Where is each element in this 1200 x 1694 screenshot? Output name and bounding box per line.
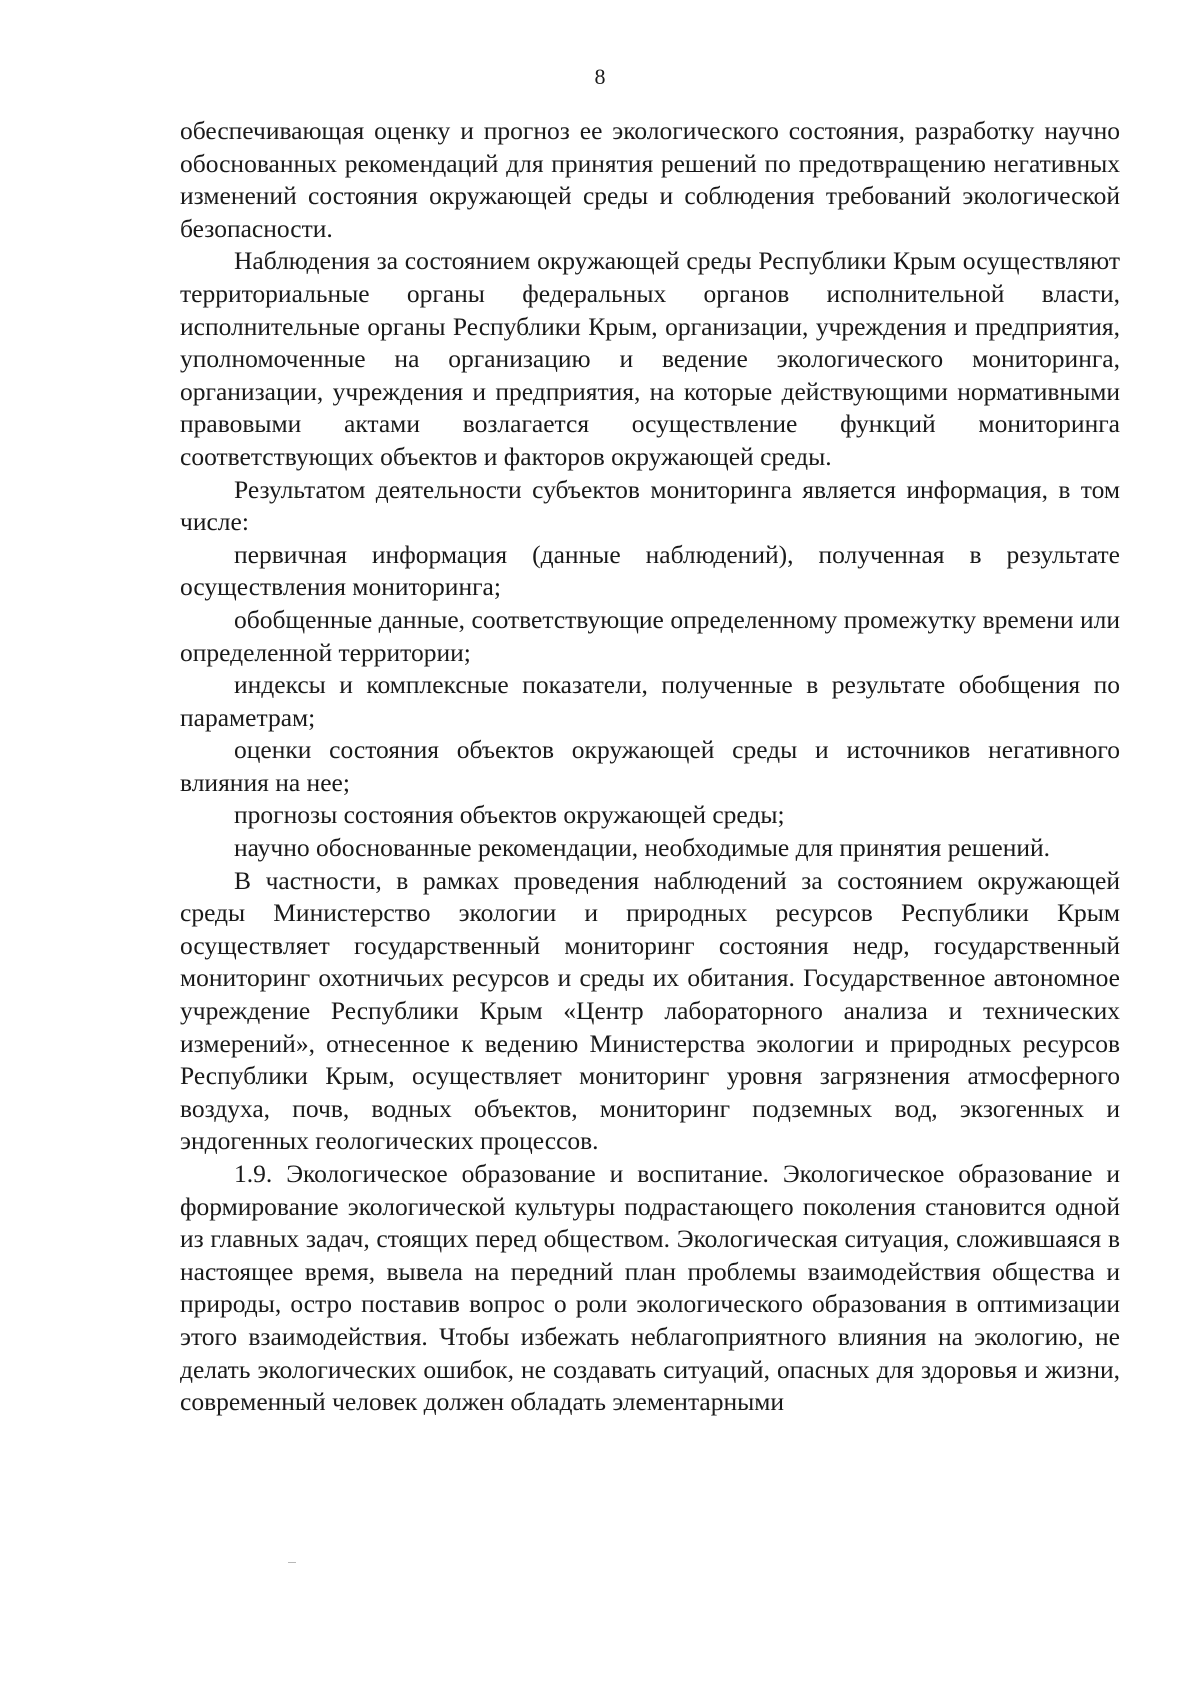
list-item-generalized-data: обобщенные данные, соответствующие определенному промежутку времени или определенной территории; [180,604,1120,667]
paragraph-ministry-monitoring: В частности, в рамках проведения наблюдений за состоянием окружающей среды Министерство экологии и природных ресурсов Республики Крым осуществляет государственный мониторинг состояния недр, государственный мониторинг охотничьих ресурсов и среды их обитания. Государственное автономное учреждение Республики Крым «Центр лабораторного анализа и технических измерений», отнесенное к ведению Министерства экологии и природных ресурсов Республики Крым, осуществляет мониторинг уровня загрязнения атмосферного воздуха, почв, водных объектов, мониторинг подземных вод, экзогенных и эндогенных геологических процессов. [180,865,1120,1156]
page-number: 8 [594,64,606,89]
document-body [180,115,1120,1419]
list-item-primary-info: первичная информация (данные наблюдений), полученная в результате осуществления мониторинга; [180,539,1120,602]
scan-artifact [288,1562,296,1563]
paragraph-observers: Наблюдения за состоянием окружающей среды Республики Крым осуществляют территориальные органы федеральных органов исполнительной власти, исполнительные органы Республики Крым, организации, учреждения и предприятия, уполномоченные на организацию и ведение экологического мониторинга, организации, учреждения и предприятия, на которые действующими нормативными правовыми актами возлагается осуществление функций мониторинга соответствующих объектов и факторов окружающей среды. [180,246,1120,471]
list-item-forecasts: прогнозы состояния объектов окружающей среды; [234,800,785,830]
list-item-assessments: оценки состояния объектов окружающей среды и источников негативного влияния на нее; [180,735,1120,797]
paragraph-results-intro: Результатом деятельности субъектов мониторинга является информация, в том числе: [180,474,1120,537]
list-item-indices: индексы и комплексные показатели, полученные в результате обобщения по параметрам; [180,670,1120,732]
paragraph-continuation: обеспечивающая оценку и прогноз ее экологического состояния, разработку научно обоснованных рекомендаций для принятия решений по предотвращению негативных изменений состояния окружающей среды и соблюдения требований экологической безопасности. [180,116,1120,243]
list-item-recommendations: научно обоснованные рекомендации, необходимые для принятия решений. [234,833,1051,863]
paragraph-section-1-9: 1.9. Экологическое образование и воспитание. Экологическое образование и формирование экологической культуры подрастающего поколения становится одной из главных задач, стоящих перед обществом. Экологическая ситуация, сложившаяся в настоящее время, вывела на передний план проблемы взаимодействия общества и природы, остро поставив вопрос о роли экологического образования в оптимизации этого взаимодействия. Чтобы избежать неблагоприятного влияния на экологию, не делать экологических ошибок, не создавать ситуаций, опасных для здоровья и жизни, современный человек должен обладать элементарными [180,1159,1120,1417]
